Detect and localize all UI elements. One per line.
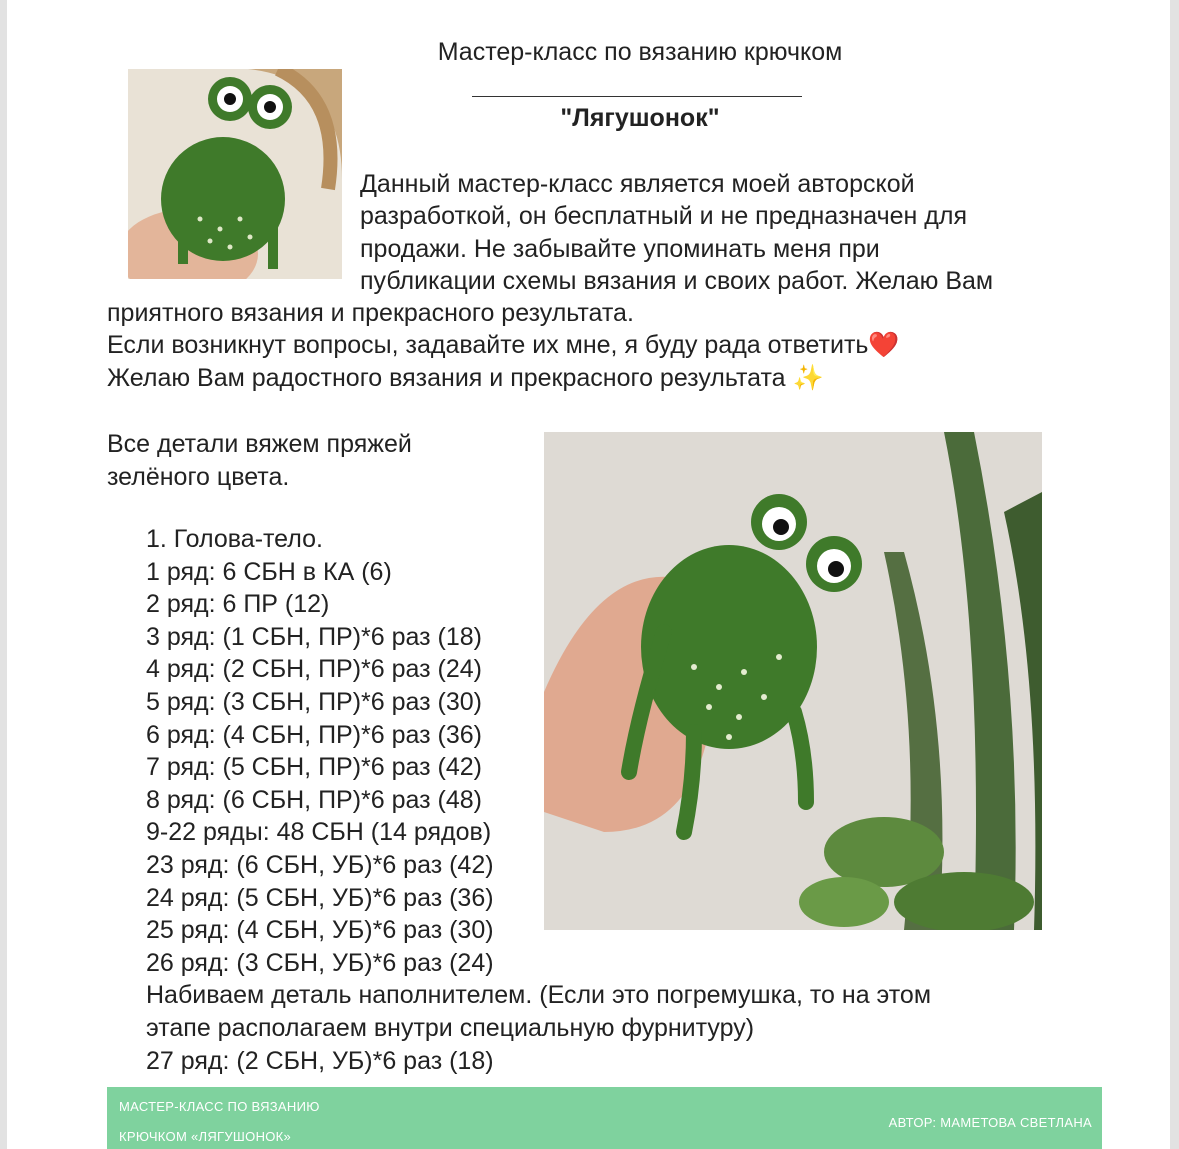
intro-line-5: приятного вязания и прекрасного результата.: [107, 299, 634, 327]
pattern-row: 1. Голова-тело.: [146, 525, 323, 553]
pattern-row: 24 ряд: (5 СБН, УБ)*6 раз (36): [146, 883, 494, 912]
intro-line-7: Желаю Вам радостного вязания и прекрасного результата ✨: [107, 364, 824, 392]
pattern-row: этапе располагаем внутри специальную фурнитуру): [146, 1013, 755, 1042]
yarn-note-line-1: Все детали вяжем пряжей: [107, 430, 412, 458]
intro-line-4: публикации схемы вязания и своих работ. Желаю Вам: [360, 267, 994, 295]
pattern-row: 3 ряд: (1 СБН, ПР)*6 раз (18): [146, 622, 483, 651]
yarn-note-line-2: зелёного цвета.: [107, 463, 290, 491]
intro-line-3: продажи. Не забывайте упоминать меня при: [360, 235, 880, 263]
footer-title-line-2: КРЮЧКОМ «ЛЯГУШОНОК»: [119, 1129, 292, 1144]
intro-line-2: разработкой, он бесплатный и не предназначен для: [360, 202, 968, 230]
pattern-row: 25 ряд: (4 СБН, УБ)*6 раз (30): [146, 916, 494, 945]
page-edge-left: [0, 0, 7, 1149]
pattern-row: 27 ряд: (2 СБН, УБ)*6 раз (18): [146, 1046, 494, 1075]
pattern-row: 9-22 ряды: 48 СБН (14 рядов): [146, 818, 492, 847]
pattern-row: 4 ряд: (2 СБН, ПР)*6 раз (24): [146, 655, 483, 684]
pattern-row: 26 ряд: (3 СБН, УБ)*6 раз (24): [146, 948, 494, 977]
intro-line-1: Данный мастер-класс является моей авторской: [360, 170, 915, 198]
page-title: Мастер-класс по вязанию крючком: [437, 38, 843, 66]
pattern-rows: [146, 523, 1046, 1077]
pattern-row: 1 ряд: 6 СБН в КА (6): [146, 557, 392, 586]
footer-band: [107, 1087, 1102, 1149]
pattern-row: 7 ряд: (5 СБН, ПР)*6 раз (42): [146, 753, 483, 782]
pattern-row: 23 ряд: (6 СБН, УБ)*6 раз (42): [146, 850, 494, 879]
frog-photo-small: [128, 69, 342, 279]
pattern-row: 5 ряд: (3 СБН, ПР)*6 раз (30): [146, 687, 483, 716]
intro-line-6: Если возникнут вопросы, задавайте их мне, я буду рада ответить❤️: [107, 331, 900, 359]
pattern-name: "Лягушонок": [560, 104, 720, 132]
pattern-row: Набиваем деталь наполнителем. (Если это погремушка, то на этом: [146, 981, 932, 1010]
footer-author: АВТОР: МАМЕТОВА СВЕТЛАНА: [888, 1115, 1092, 1130]
pattern-row: 2 ряд: 6 ПР (12): [146, 590, 330, 619]
pattern-row: 8 ряд: (6 СБН, ПР)*6 раз (48): [146, 785, 483, 814]
title-divider: [472, 96, 802, 97]
footer-title-line-1: МАСТЕР-КЛАСС ПО ВЯЗАНИЮ: [119, 1099, 320, 1114]
pattern-row: 6 ряд: (4 СБН, ПР)*6 раз (36): [146, 720, 483, 749]
page-edge-right: [1170, 0, 1179, 1149]
